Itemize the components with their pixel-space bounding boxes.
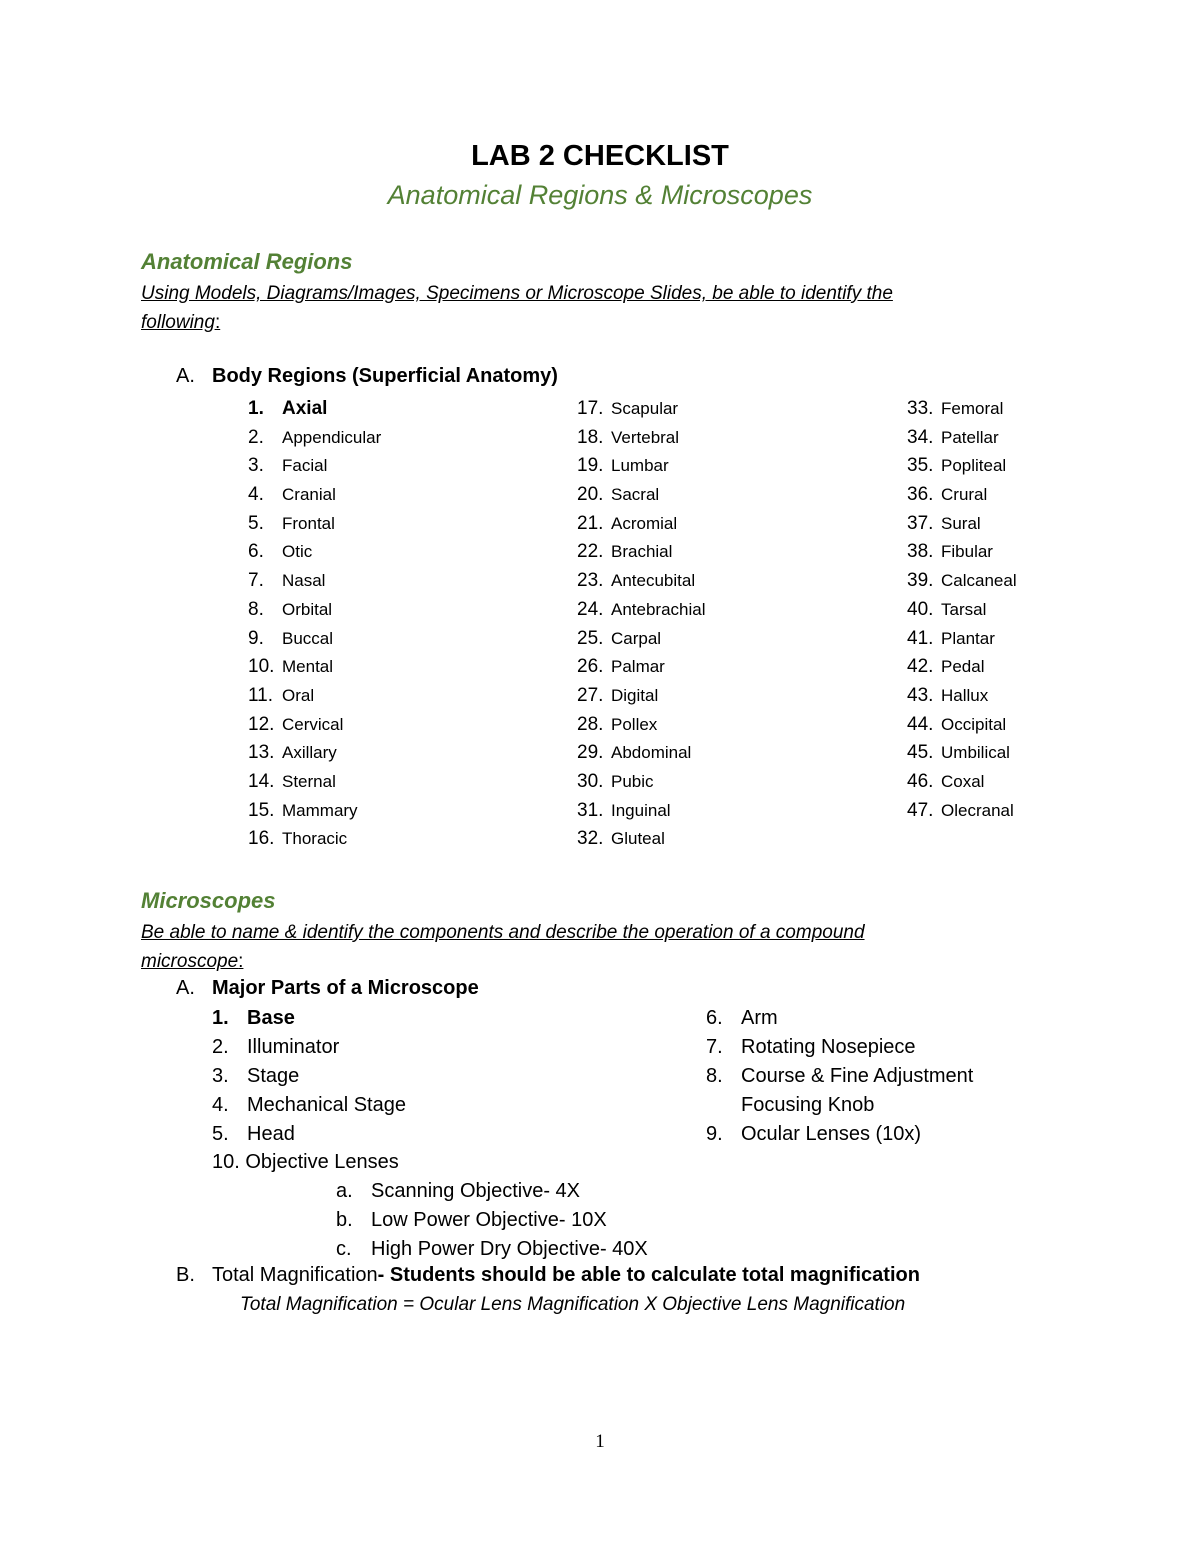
list-item: 17. Scapular bbox=[577, 398, 679, 419]
list-item: 22. Brachial bbox=[577, 541, 673, 563]
list-item: 3. Facial bbox=[248, 455, 328, 477]
list-item: 6. Otic bbox=[248, 541, 313, 563]
list-item: 1. Base bbox=[212, 1007, 295, 1029]
list-item: 33. Femoral bbox=[907, 398, 1004, 419]
list-item: 15. Mammary bbox=[248, 799, 358, 821]
page-title: LAB 2 CHECKLIST bbox=[471, 140, 729, 172]
list-item: 39. Calcaneal bbox=[907, 570, 1017, 592]
total-magnification-line bbox=[212, 1264, 920, 1287]
anatomical-instruction-line1: Using Models, Diagrams/Images, Specimens or Microscope Slides, be able to identify the bbox=[141, 283, 893, 304]
list-item: 45. Umbilical bbox=[907, 742, 1010, 764]
list-item: 25. Carpal bbox=[577, 627, 662, 649]
list-item: 3. Stage bbox=[212, 1065, 300, 1087]
list-item: 30. Pubic bbox=[577, 770, 654, 792]
list-item: a. Scanning Objective- 4X bbox=[336, 1180, 581, 1202]
list-item: 8. Course & Fine Adjustment bbox=[706, 1065, 974, 1087]
regions-column-1 bbox=[248, 395, 381, 854]
list-item: 10. Mental bbox=[248, 656, 334, 678]
list-item: 31. Inguinal bbox=[577, 799, 671, 821]
microscopes-instruction bbox=[141, 918, 1001, 976]
list-item: 11. Oral bbox=[248, 684, 315, 706]
list-item: 37. Sural bbox=[907, 512, 981, 534]
list-item: 32. Gluteal bbox=[577, 828, 665, 850]
list-item: 42. Pedal bbox=[907, 656, 985, 678]
list-item: 5. Frontal bbox=[248, 512, 335, 534]
list-item: 8. Orbital bbox=[248, 598, 333, 620]
list-item: 2. Appendicular bbox=[248, 426, 382, 448]
list-item: 34. Patellar bbox=[907, 426, 999, 448]
list-item: 18. Vertebral bbox=[577, 426, 680, 448]
regions-column-2 bbox=[577, 395, 706, 854]
list-item: 13. Axillary bbox=[248, 742, 337, 764]
list-item: 14. Sternal bbox=[248, 770, 336, 792]
list-item: 23. Antecubital bbox=[577, 570, 696, 592]
anatomical-instruction-colon: : bbox=[214, 312, 221, 333]
list-item: 7. Nasal bbox=[248, 570, 326, 592]
list-item: 27. Digital bbox=[577, 684, 659, 706]
list-item: 21. Acromial bbox=[577, 512, 678, 534]
list-item: 16. Thoracic bbox=[248, 828, 348, 850]
page-subtitle: Anatomical Regions & Microscopes bbox=[387, 180, 813, 210]
major-parts-letter: A. bbox=[176, 977, 195, 999]
list-item: 36. Crural bbox=[907, 484, 988, 506]
list-item: c. High Power Dry Objective- 40X bbox=[336, 1238, 648, 1260]
total-magnification-note: - Students should be able to calculate total magnification bbox=[377, 1264, 920, 1286]
list-item: 9. Ocular Lenses (10x) bbox=[706, 1123, 922, 1145]
list-item: b. Low Power Objective- 10X bbox=[336, 1209, 607, 1231]
list-item: 1. Axial bbox=[248, 398, 328, 419]
list-item: 19. Lumbar bbox=[577, 455, 669, 477]
list-item: 10. Objective Lenses bbox=[212, 1151, 399, 1173]
microscopes-heading: Microscopes bbox=[141, 888, 276, 913]
list-item: 44. Occipital bbox=[907, 713, 1007, 735]
total-magnification-letter: B. bbox=[176, 1264, 195, 1286]
list-item: 35. Popliteal bbox=[907, 455, 1007, 477]
anatomical-regions-heading: Anatomical Regions bbox=[141, 249, 353, 274]
list-item: 41. Plantar bbox=[907, 627, 995, 649]
list-item: 5. Head bbox=[212, 1123, 295, 1145]
microscopes-instruction-colon: : bbox=[238, 951, 244, 972]
list-item: 38. Fibular bbox=[907, 541, 993, 563]
regions-column-3 bbox=[907, 395, 1017, 825]
list-item: 26. Palmar bbox=[577, 656, 665, 678]
anatomical-instruction bbox=[141, 279, 1001, 337]
total-magnification-title: Total Magnification bbox=[212, 1264, 378, 1286]
list-item: 7. Rotating Nosepiece bbox=[706, 1036, 916, 1058]
anatomical-instruction-line2: following bbox=[141, 312, 215, 333]
body-regions-title: Body Regions (Superficial Anatomy) bbox=[212, 365, 558, 387]
microscopes-instruction-line1: Be able to name & identify the components and describe the operation of a compound bbox=[141, 922, 865, 943]
list-item: 2. Illuminator bbox=[212, 1036, 340, 1058]
list-item: 43. Hallux bbox=[907, 684, 989, 706]
list-item: 24. Antebrachial bbox=[577, 598, 706, 620]
microscopes-instruction-line2: microscope bbox=[141, 951, 239, 972]
list-item: 40. Tarsal bbox=[907, 598, 987, 620]
magnification-formula: Total Magnification = Ocular Lens Magnification X Objective Lens Magnification bbox=[240, 1294, 906, 1315]
list-item: 4. Mechanical Stage bbox=[212, 1094, 406, 1116]
page-number: 1 bbox=[595, 1431, 605, 1452]
list-item: 12. Cervical bbox=[248, 713, 344, 735]
body-regions-letter: A. bbox=[176, 365, 195, 387]
list-item: Focusing Knob bbox=[741, 1094, 875, 1116]
list-item: 29. Abdominal bbox=[577, 742, 692, 764]
list-item: 28. Pollex bbox=[577, 713, 658, 735]
list-item: 4. Cranial bbox=[248, 484, 336, 506]
list-item: 6. Arm bbox=[706, 1007, 778, 1029]
major-parts-title: Major Parts of a Microscope bbox=[212, 977, 479, 999]
list-item: 47. Olecranal bbox=[907, 799, 1014, 821]
list-item: 20. Sacral bbox=[577, 484, 660, 506]
list-item: 9. Buccal bbox=[248, 627, 334, 649]
list-item: 46. Coxal bbox=[907, 770, 985, 792]
